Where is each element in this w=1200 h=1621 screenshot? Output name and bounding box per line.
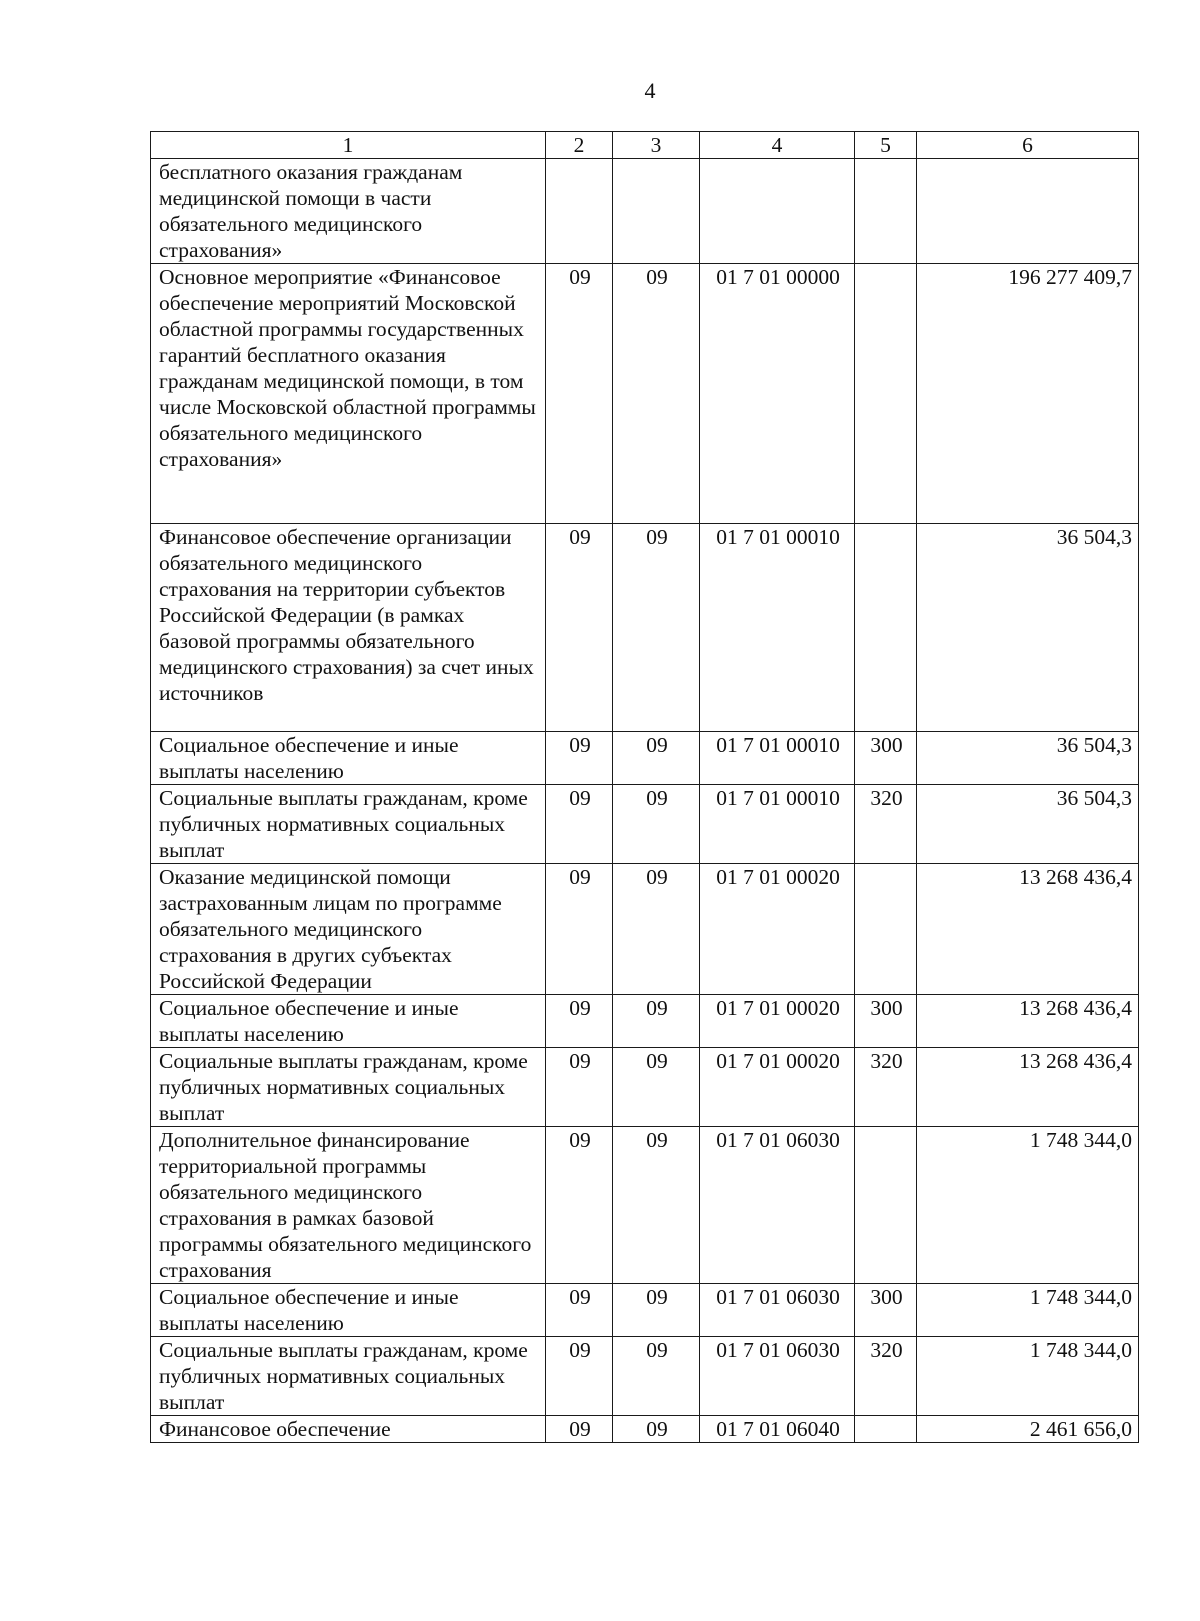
row-amount: 13 268 436,4 (917, 1048, 1139, 1127)
row-name: Социальное обеспечение и иные выплаты населению (151, 1284, 546, 1337)
row-expense-type (855, 264, 917, 524)
row-subsection: 09 (613, 1048, 700, 1127)
row-target-code: 01 7 01 00020 (700, 864, 855, 995)
row-section: 09 (546, 785, 613, 864)
row-name: Социальное обеспечение и иные выплаты населению (151, 732, 546, 785)
row-section: 09 (546, 864, 613, 995)
table-row (151, 995, 1139, 1048)
row-subsection: 09 (613, 524, 700, 732)
row-section: 09 (546, 1284, 613, 1337)
row-target-code (700, 159, 855, 264)
row-subsection: 09 (613, 1416, 700, 1443)
table-row (151, 159, 1139, 264)
row-name: Оказание медицинской помощи застрахованным лицам по программе обязательного медицинского страхования в других субъектах Российской Федерации (151, 864, 546, 995)
row-amount: 36 504,3 (917, 732, 1139, 785)
row-expense-type (855, 1127, 917, 1284)
row-amount: 1 748 344,0 (917, 1337, 1139, 1416)
table-row (151, 524, 1139, 732)
row-amount: 13 268 436,4 (917, 995, 1139, 1048)
row-section (546, 159, 613, 264)
row-name: Социальные выплаты гражданам, кроме публичных нормативных социальных выплат (151, 785, 546, 864)
table-row (151, 264, 1139, 524)
row-expense-type: 320 (855, 1337, 917, 1416)
row-name: Финансовое обеспечение организации обязательного медицинского страхования на территории субъектов Российской Федерации (в рамках базовой программы обязательного медицинского страхования) за счет иных источников (151, 524, 546, 732)
row-target-code: 01 7 01 00010 (700, 785, 855, 864)
row-expense-type: 320 (855, 1048, 917, 1127)
budget-table (150, 131, 1139, 1443)
table-row (151, 1048, 1139, 1127)
row-expense-type (855, 864, 917, 995)
row-amount: 13 268 436,4 (917, 864, 1139, 995)
row-expense-type: 320 (855, 785, 917, 864)
row-target-code: 01 7 01 00020 (700, 1048, 855, 1127)
row-target-code: 01 7 01 06030 (700, 1337, 855, 1416)
row-name: Финансовое обеспечение (151, 1416, 546, 1443)
row-expense-type: 300 (855, 1284, 917, 1337)
row-subsection: 09 (613, 995, 700, 1048)
row-section: 09 (546, 1127, 613, 1284)
row-target-code: 01 7 01 00020 (700, 995, 855, 1048)
row-section: 09 (546, 264, 613, 524)
row-amount (917, 159, 1139, 264)
row-name: Социальные выплаты гражданам, кроме публичных нормативных социальных выплат (151, 1337, 546, 1416)
row-target-code: 01 7 01 06030 (700, 1284, 855, 1337)
row-target-code: 01 7 01 06030 (700, 1127, 855, 1284)
table-row (151, 732, 1139, 785)
header-col-5: 5 (855, 132, 917, 159)
header-col-4: 4 (700, 132, 855, 159)
row-section: 09 (546, 1416, 613, 1443)
row-expense-type: 300 (855, 732, 917, 785)
row-target-code: 01 7 01 00000 (700, 264, 855, 524)
row-target-code: 01 7 01 00010 (700, 732, 855, 785)
row-section: 09 (546, 1337, 613, 1416)
row-section: 09 (546, 732, 613, 785)
row-subsection: 09 (613, 1337, 700, 1416)
row-name: Основное мероприятие «Финансовое обеспечение мероприятий Московской областной программы государственных гарантий бесплатного оказания гражданам медицинской помощи, в том числе Московской областной программы обязательного медицинского страхования» (151, 264, 546, 524)
row-expense-type (855, 524, 917, 732)
row-target-code: 01 7 01 00010 (700, 524, 855, 732)
row-subsection: 09 (613, 732, 700, 785)
table-row (151, 864, 1139, 995)
header-col-6: 6 (917, 132, 1139, 159)
table-row (151, 785, 1139, 864)
row-amount: 36 504,3 (917, 785, 1139, 864)
table-row (151, 1416, 1139, 1443)
header-col-1: 1 (151, 132, 546, 159)
row-amount: 36 504,3 (917, 524, 1139, 732)
row-amount: 196 277 409,7 (917, 264, 1139, 524)
row-subsection (613, 159, 700, 264)
row-subsection: 09 (613, 1284, 700, 1337)
row-expense-type (855, 1416, 917, 1443)
row-target-code: 01 7 01 06040 (700, 1416, 855, 1443)
row-name: бесплатного оказания гражданам медицинской помощи в части обязательного медицинского страхования» (151, 159, 546, 264)
row-name: Социальное обеспечение и иные выплаты населению (151, 995, 546, 1048)
row-section: 09 (546, 995, 613, 1048)
row-amount: 1 748 344,0 (917, 1284, 1139, 1337)
table-row (151, 1337, 1139, 1416)
header-col-3: 3 (613, 132, 700, 159)
row-section: 09 (546, 524, 613, 732)
row-section: 09 (546, 1048, 613, 1127)
table-header-row (151, 132, 1139, 159)
row-subsection: 09 (613, 1127, 700, 1284)
header-col-2: 2 (546, 132, 613, 159)
row-amount: 2 461 656,0 (917, 1416, 1139, 1443)
table-row (151, 1127, 1139, 1284)
row-expense-type (855, 159, 917, 264)
row-subsection: 09 (613, 264, 700, 524)
row-subsection: 09 (613, 785, 700, 864)
row-name: Дополнительное финансирование территориальной программы обязательного медицинского страхования в рамках базовой программы обязательного медицинского страхования (151, 1127, 546, 1284)
row-subsection: 09 (613, 864, 700, 995)
row-amount: 1 748 344,0 (917, 1127, 1139, 1284)
page-number: 4 (644, 78, 656, 103)
row-name: Социальные выплаты гражданам, кроме публичных нормативных социальных выплат (151, 1048, 546, 1127)
table-row (151, 1284, 1139, 1337)
row-expense-type: 300 (855, 995, 917, 1048)
